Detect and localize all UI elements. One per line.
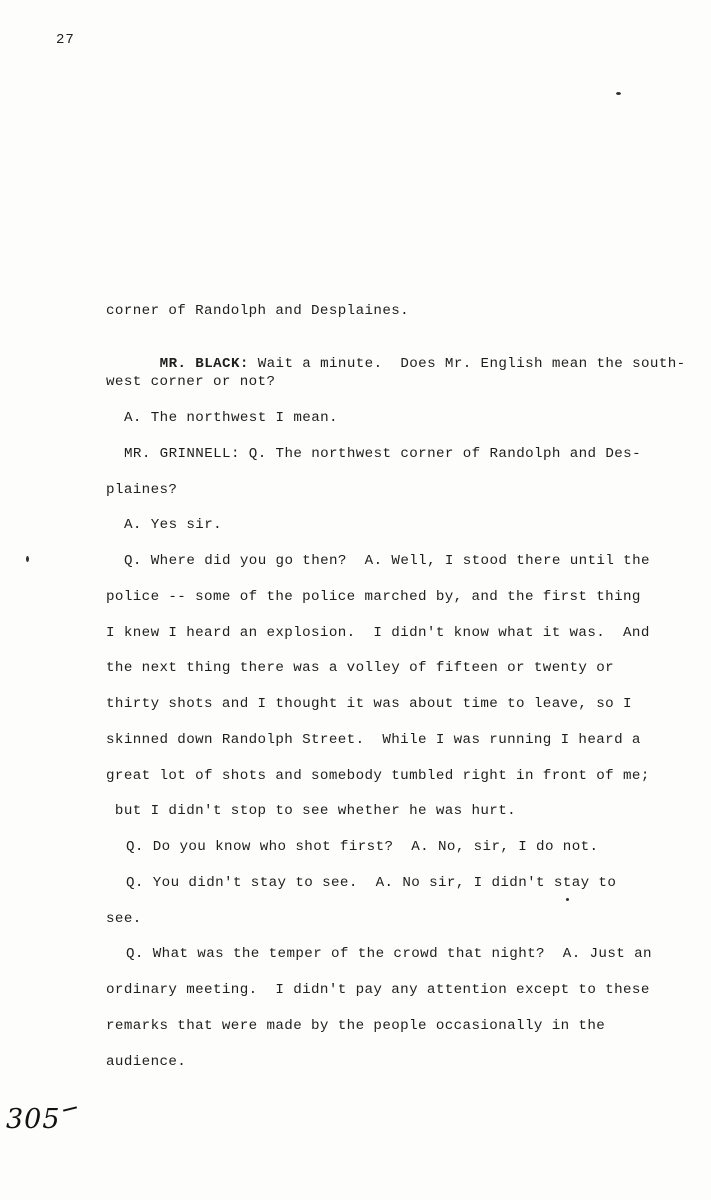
transcript-line: remarks that were made by the people occasionally in the [106,1018,606,1034]
transcript-line: skinned down Randolph Street. While I was running I heard a [106,732,641,748]
transcript-line: corner of Randolph and Desplaines. [106,303,410,319]
transcript-line: I knew I heard an explosion. I didn't know what it was. And [106,625,650,641]
speaker-label: MR. BLACK: [159,356,249,372]
ink-speck [616,92,621,95]
transcript-line: police -- some of the police marched by, and the first thing [106,589,641,605]
transcript-line: thirty shots and I thought it was about time to leave, so I [106,696,632,712]
transcript-line: see. [106,911,142,927]
page-number: 27 [56,32,75,48]
transcript-line: A. The northwest I mean. [124,410,338,426]
transcript-line: audience. [106,1054,187,1070]
transcript-line: ordinary meeting. I didn't pay any attention except to these [106,982,650,998]
transcript-line: the next thing there was a volley of fifteen or twenty or [106,660,615,676]
transcript-line: Q. You didn't stay to see. A. No sir, I didn't stay to [126,875,617,891]
transcript-line: Q. Where did you go then? A. Well, I stood there until the [124,553,650,569]
transcript-line: plaines? [106,482,178,498]
transcript-line: Q. Do you know who shot first? A. No, sir, I do not. [126,839,599,855]
transcript-line: but I didn't stop to see whether he was hurt. [106,803,517,819]
transcript-line: A. Yes sir. [124,517,223,533]
transcript-line: MR. GRINNELL: Q. The northwest corner of Randolph and Des- [124,446,642,462]
ink-speck [26,556,29,562]
transcript-line: Q. What was the temper of the crowd that night? A. Just an [126,946,652,962]
ink-speck [566,898,569,901]
transcript-line: west corner or not? [106,374,276,390]
speech-text: Wait a minute. Does Mr. English mean the south- [248,356,686,372]
handwritten-page-number: 305 [6,1104,61,1135]
transcript-line: great lot of shots and somebody tumbled right in front of me; [106,768,650,784]
